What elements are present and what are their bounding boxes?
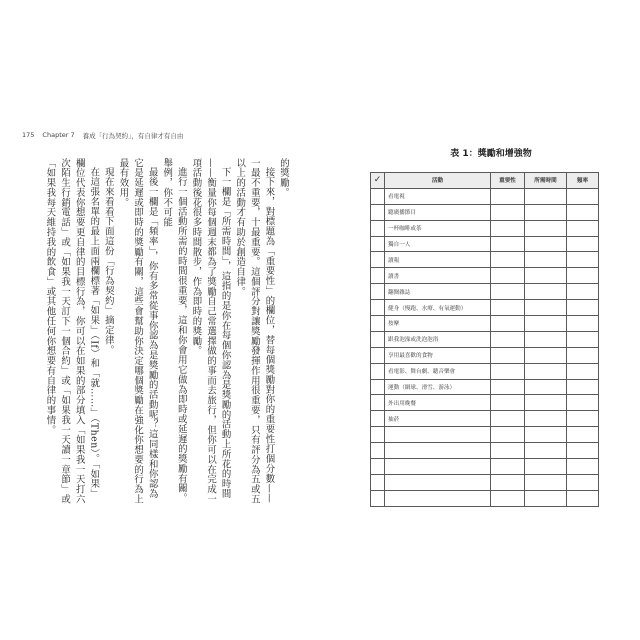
activity-cell: 讀書: [385, 268, 491, 284]
activity-cell: [385, 427, 491, 443]
frequency-cell: [567, 490, 599, 506]
time-cell: [525, 300, 567, 316]
time-cell: [525, 236, 567, 252]
table-row: [371, 443, 599, 459]
table-row: [371, 220, 599, 236]
importance-cell: [491, 316, 525, 332]
importance-cell: [491, 411, 525, 427]
checkbox-cell: [371, 347, 385, 363]
frequency-cell: [567, 411, 599, 427]
importance-cell: [491, 252, 525, 268]
checkbox-cell: [371, 316, 385, 332]
frequency-cell: [567, 316, 599, 332]
frequency-cell: [567, 459, 599, 475]
right-page: [362, 124, 620, 516]
activity-cell: 外出用晚餐: [385, 395, 491, 411]
time-cell: [525, 316, 567, 332]
frequency-cell: [567, 300, 599, 316]
checkbox-cell: [371, 379, 385, 395]
checkbox-cell: [371, 459, 385, 475]
left-page: [22, 124, 322, 516]
frequency-cell: [567, 363, 599, 379]
activity-cell: 獨自一人: [385, 236, 491, 252]
time-cell: [525, 443, 567, 459]
frequency-cell: [567, 395, 599, 411]
activity-cell: 聽廣播節目: [385, 204, 491, 220]
rewards-table: [370, 172, 599, 507]
time-cell: [525, 347, 567, 363]
time-cell: [525, 459, 567, 475]
time-cell: [525, 474, 567, 490]
activity-cell: [385, 443, 491, 459]
activity-cell: 讀報: [385, 252, 491, 268]
time-cell: [525, 188, 567, 204]
checkbox-cell: [371, 300, 385, 316]
frequency-cell: [567, 236, 599, 252]
table-row: [371, 331, 599, 347]
importance-cell: [491, 459, 525, 475]
importance-cell: [491, 220, 525, 236]
frequency-cell: [567, 427, 599, 443]
time-cell: [525, 284, 567, 300]
table-row: [371, 204, 599, 220]
importance-cell: [491, 427, 525, 443]
importance-cell: [491, 188, 525, 204]
time-cell: [525, 395, 567, 411]
importance-cell: [491, 347, 525, 363]
table-row: [371, 284, 599, 300]
table-row: [371, 411, 599, 427]
frequency-cell: [567, 204, 599, 220]
table-row: [371, 490, 599, 506]
checkbox-cell: [371, 331, 385, 347]
importance-cell: [491, 474, 525, 490]
chapter-label: Chapter 7: [42, 131, 75, 139]
time-cell: [525, 268, 567, 284]
table-row: [371, 379, 599, 395]
table-row: [371, 236, 599, 252]
running-head: [22, 131, 183, 140]
time-cell: [525, 363, 567, 379]
activity-cell: 運動（網球、滑雪、游泳）: [385, 379, 491, 395]
activity-cell: 看電視: [385, 188, 491, 204]
time-cell: [525, 490, 567, 506]
time-cell: [525, 252, 567, 268]
table-row: [371, 395, 599, 411]
table-row: [371, 316, 599, 332]
paragraph: 最後一欄是「頻率」，你有多常從事你認為是獎勵的活動呢？這同樣和你認為它是延遲或即時的獎勵有關，這些會幫助你決定哪個獎勵在強化你想要的行為上最有效用。: [117, 158, 158, 505]
table-row: [371, 188, 599, 204]
time-cell: [525, 411, 567, 427]
chapter-title: 養成「行為契約」，有自律才有自由: [82, 132, 184, 140]
importance-cell: [491, 284, 525, 300]
time-needed-header: 所需時間: [525, 173, 567, 189]
checkbox-cell: [371, 363, 385, 379]
activity-cell: 健身（慢跑、水療、有氧運動）: [385, 300, 491, 316]
time-cell: [525, 331, 567, 347]
time-cell: [525, 220, 567, 236]
time-cell: [525, 379, 567, 395]
checkbox-cell: [371, 427, 385, 443]
paragraph: 現在來看看下面這份「行為契約」摘定律。: [102, 167, 114, 356]
importance-cell: [491, 395, 525, 411]
frequency-cell: [567, 474, 599, 490]
activity-cell: [385, 459, 491, 475]
table-title: 表 1：獎勵和增強物: [450, 149, 532, 159]
table-row: [371, 459, 599, 475]
activity-cell: 享用最喜歡的食物: [385, 347, 491, 363]
checkbox-cell: [371, 411, 385, 427]
table-row: [371, 252, 599, 268]
activity-cell: [385, 474, 491, 490]
importance-cell: [491, 443, 525, 459]
checkbox-cell: [371, 236, 385, 252]
frequency-cell: [567, 252, 599, 268]
importance-cell: [491, 236, 525, 252]
frequency-cell: [567, 284, 599, 300]
checkbox-cell: [371, 220, 385, 236]
activity-header: 活動: [385, 173, 491, 189]
paragraph: 下一欄是「所需時間」，這指的是你在每個你認為是獎勵的活動上所花的時間——衡量你每個週末都為了獎勵自己常選擇做的事而去旅行，但你可以在完成一項活動後花很多時間散步，作為即時的獎勵。: [190, 158, 231, 505]
importance-cell: [491, 363, 525, 379]
paragraph: 的獎勵。: [278, 158, 289, 198]
paragraph: 進行一個活動所需的時間很重要，這和你會用它做為即時或延遲的獎勵有關。舉例，你不可能: [161, 158, 187, 504]
frequency-header: 頻率: [567, 173, 599, 189]
importance-cell: [491, 300, 525, 316]
checkbox-cell: [371, 284, 385, 300]
frequency-cell: [567, 268, 599, 284]
checkmark-header: ✓: [371, 173, 385, 189]
checkbox-cell: [371, 204, 385, 220]
importance-header: 重要性: [491, 173, 525, 189]
table-row: [371, 300, 599, 316]
checkbox-cell: [371, 188, 385, 204]
activity-cell: 跟我泡澡或洗泡泡浴: [385, 331, 491, 347]
frequency-cell: [567, 220, 599, 236]
checkbox-cell: [371, 268, 385, 284]
frequency-cell: [567, 188, 599, 204]
importance-cell: [491, 379, 525, 395]
paragraph: 在這張名單的最上面兩欄標著「如果」（If）和「就……」（Then）。「如果」欄位代表你想要更自律的目標行為，你可以在如果的部分填入「如果我一天打六次陌生行銷電話」或「如果我一天訂下一個合約」或「如果我一天讀一章節」或「如果我每天維持我的飲食」或其他任何你想要有自律的事情。: [44, 158, 100, 505]
time-cell: [525, 204, 567, 220]
checkbox-cell: [371, 474, 385, 490]
checkbox-cell: [371, 252, 385, 268]
book-spread: [22, 124, 620, 516]
time-cell: [525, 427, 567, 443]
checkbox-cell: [371, 443, 385, 459]
activity-cell: 看電影、舞台劇、聽音樂會: [385, 363, 491, 379]
importance-cell: [491, 331, 525, 347]
frequency-cell: [567, 331, 599, 347]
activity-cell: [385, 490, 491, 506]
activity-cell: 按摩: [385, 316, 491, 332]
table-row: [371, 268, 599, 284]
table-header-row: [371, 173, 599, 189]
body-text: [36, 158, 290, 508]
table-row: [371, 347, 599, 363]
importance-cell: [491, 490, 525, 506]
frequency-cell: [567, 347, 599, 363]
activity-cell: 抽菸: [385, 411, 491, 427]
table-row: [371, 427, 599, 443]
frequency-cell: [567, 379, 599, 395]
checkbox-cell: [371, 490, 385, 506]
frequency-cell: [567, 443, 599, 459]
page-number: 175: [22, 131, 35, 139]
activity-cell: 翻閱雜誌: [385, 284, 491, 300]
paragraph: 接下來，對標題為「重要性」的欄位，替每個獎勵對你的重要性打個分數——一最不重要，十最重要。這個評分對讓獎勵發揮作用很重要，只有評分為五或五以上的活動才有助於創造自律。: [234, 158, 275, 505]
checkbox-cell: [371, 395, 385, 411]
table-body: [371, 188, 599, 506]
importance-cell: [491, 268, 525, 284]
activity-cell: 一杯咖啡或茶: [385, 220, 491, 236]
table-row: [371, 363, 599, 379]
importance-cell: [491, 204, 525, 220]
table-row: [371, 474, 599, 490]
